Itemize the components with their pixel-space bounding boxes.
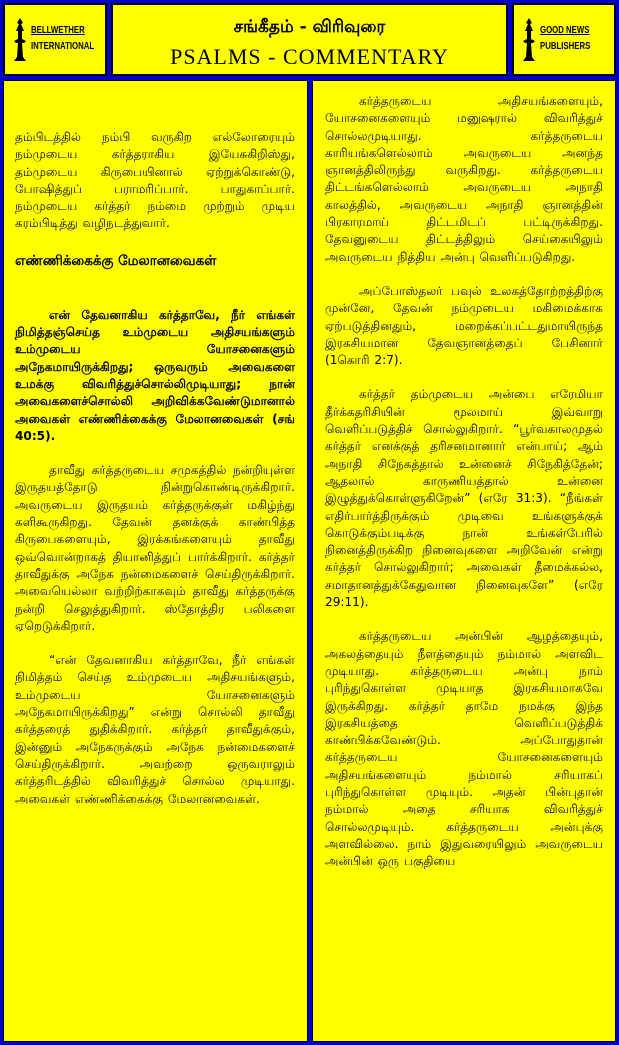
title-tamil: சங்கீதம் - விரிவுரை — [233, 17, 386, 37]
left-paragraph-3: “என் தேவனாகிய கர்த்தாவே, நீர் எங்கள் நிமித்தம் செய்த உம்முடைய அதிசயங்களும், உம்முடைய யோசனைகளும் அநேகமாயிருக்கிறது” என்று சொல்லி தாவீது கர்த்தரைத் துதிக்கிறார். கர்த்தர் தாவீதுக்கும், இன்னும் அநேகருக்கும் அநேக நன்மைகளைச் செய்திருக்கிறார். அவற்றை ஒருவராலும் கர்த்தரிடத்தில் விவரித்துச் சொல்ல முடியாது. அவைகள் எண்ணிக்கைக்கு மேலானவைகள். — [15, 653, 295, 806]
good-news-logo-box — [512, 3, 616, 76]
bellwether-figure-icon — [11, 17, 29, 63]
good-news-logo — [520, 17, 612, 67]
good-news-logo-line1: GOOD NEWS — [540, 25, 590, 36]
bellwether-logo-line1: BELLWETHER — [31, 25, 85, 36]
good-news-logo-line2: PUBLISHERS — [540, 41, 591, 52]
verse-quote: என் தேவனாகிய கர்த்தாவே, நீர் எங்கள் நிமித்தஞ்செய்த உம்முடைய அதிசயங்களும் உம்முடைய யோசனைகளும் அநேகமாயிருக்கிறது; ஒருவரும் அவைகளை உமக்கு விவரித்துச்சொல்லிமுடியாது; நான் அவைகளைச்சொல்லி அறிவிக்கவேண்டுமானால் அவைகள் எண்ணிக்கைக்கு மேலானவைகள் (சங் 40:5). — [15, 307, 295, 443]
title-english: PSALMS - COMMENTARY — [170, 44, 449, 69]
section-heading: எண்ணிக்கைக்கு மேலானவைகள் — [15, 252, 217, 269]
left-column — [3, 80, 308, 1042]
left-paragraph-1: தம்பிடத்தில் நம்பி வருகிற எல்லோரையும் நம்முடைய கர்த்தராகிய இயேசுகிறிஸ்து, தம்முடைய கிருபையினால் ஏற்றுக்கொண்டு, போஷித்துப் பராமரிப்பார். பாதுகாப்பார். நம்முடைய கர்த்தர் நம்மை முற்றும் முடிய கரம்பிடித்து வழிநடத்துவார். — [15, 130, 295, 231]
good-news-figure-icon — [520, 17, 538, 63]
bellwether-logo — [11, 17, 103, 67]
bellwether-logo-line2: INTERNATIONAL — [31, 41, 95, 52]
right-paragraph-4: கர்த்தருடைய அன்பின் ஆழத்தையும், அகலத்தையும் நீளத்தையும் நம்மால் அளவிட முடியாது. கர்த்தருடைய அன்பு நாம் புரிந்துகொள்ள முடியாத இரகசியமாகவே இருக்கிறது. கர்த்தர் தாமே நமக்கு இந்த இரகசியத்தை வெளிப்படுத்திக் காண்பிக்கவேண்டும். அப்போதுதான் கர்த்தருடைய யோசனைகளையும் அதிசயங்களையும் நம்மால் சரியாகப் புரிந்துகொள்ள முடியும். அதன் பின்புதான் நம்மால் அதை சரியாக விவரித்துச் சொல்லமுடியும். கர்த்தருடைய அன்புக்கு அளவில்லை. நாம் இதுவரையிலும் அவருடைய அன்பின் ஒரு பகுதியை — [325, 629, 603, 869]
right-paragraph-2: அப்போஸ்தலர் பவுல் உலகத்தோற்றத்திற்கு முன்னே, தேவன் நம்முடைய மகிமைக்காக ஏற்படுத்தினதும், மறைக்கப்பட்டதுமாயிருந்த இரகசியமான தேவஞானத்தைப் பேசினார் (1கொரி 2:7). — [325, 283, 603, 368]
right-paragraph-1: கர்த்தருடைய அதிசயங்களையும், யோசனைகளையும் மனுஷரால் விவரித்துச் சொல்லமுடியாது. கர்த்தருடைய காரியங்களெல்லாம் அவருடைய அனந்த ஞானத்திலிருந்து வருகிறது. கர்த்தருடைய திட்டங்களெல்லாம் அவருடைய அநாதி காலத்தில், அவருடைய அநாதி ஞானத்தின் பிரகாரமாய் திட்டமிடப் பட்டிருக்கிறது. தேவனுடைய திட்டத்திலும் செய்கையிலும் அவருடைய நித்திய அன்பு வெளிப்படுகிறது. — [325, 94, 603, 264]
title-box — [111, 3, 508, 76]
left-paragraph-2: தாவீது கர்த்தருடைய சமுகத்தில் நன்றியுள்ள இருதயத்தோடு நின்றுகொண்டிருக்கிறார். அவருடைய இருதயம் கர்த்தருக்குள் மகிழ்ந்து களிகூருகிறது. தேவன் தனக்குக் காண்பித்த கிருபைகளையும், இரக்கங்களையும் தாவீது ஒவ்வொன்றாகத் தியானித்துப் பார்க்கிறார். கர்த்தர் தாவீதுக்கு அநேக நன்மைகளைச் செய்திருக்கிறார். அவையெல்லா வற்றிற்காகவும் தாவீது கர்த்தருக்கு நன்றி செலுத்துகிறார். ஸ்தோத்திர பலிகளை ஏறெடுக்கிறார். — [15, 463, 295, 633]
right-paragraph-3: கர்த்தர் தம்முடைய அன்பை எரேமியா தீர்க்கதரிசியின் மூலமாய் இவ்வாறு வெளிப்படுத்திச் சொல்லுகிறார். “பூர்வகாலமுதல் கர்த்தர் எனக்குத் தரிசனமானார் என்பாய்; ஆம் அநாதி சிநேகத்தால் உன்னைச் சிநேகித்தேன்; ஆதலால் காருணியத்தால் உன்னை இழுத்துக்கொள்ளுகிறேன்” (எரே 31:3). “நீங்கள் எதிர்பார்த்திருக்கும் முடிவை உங்களுக்குக் கொடுக்கும்படிக்கு நான் உங்கள்பேரில் நினைத்திருக்கிற நினைவுகளை அறிவேன் என்று கர்த்தர் சொல்லுகிறார்; அவைகள் தீமைக்கல்ல, சமாதானத்துக்கேதுவான நினைவுகளே” (எரே 29:11). — [325, 387, 603, 610]
bellwether-logo-box — [3, 3, 107, 76]
right-column — [312, 80, 616, 1042]
